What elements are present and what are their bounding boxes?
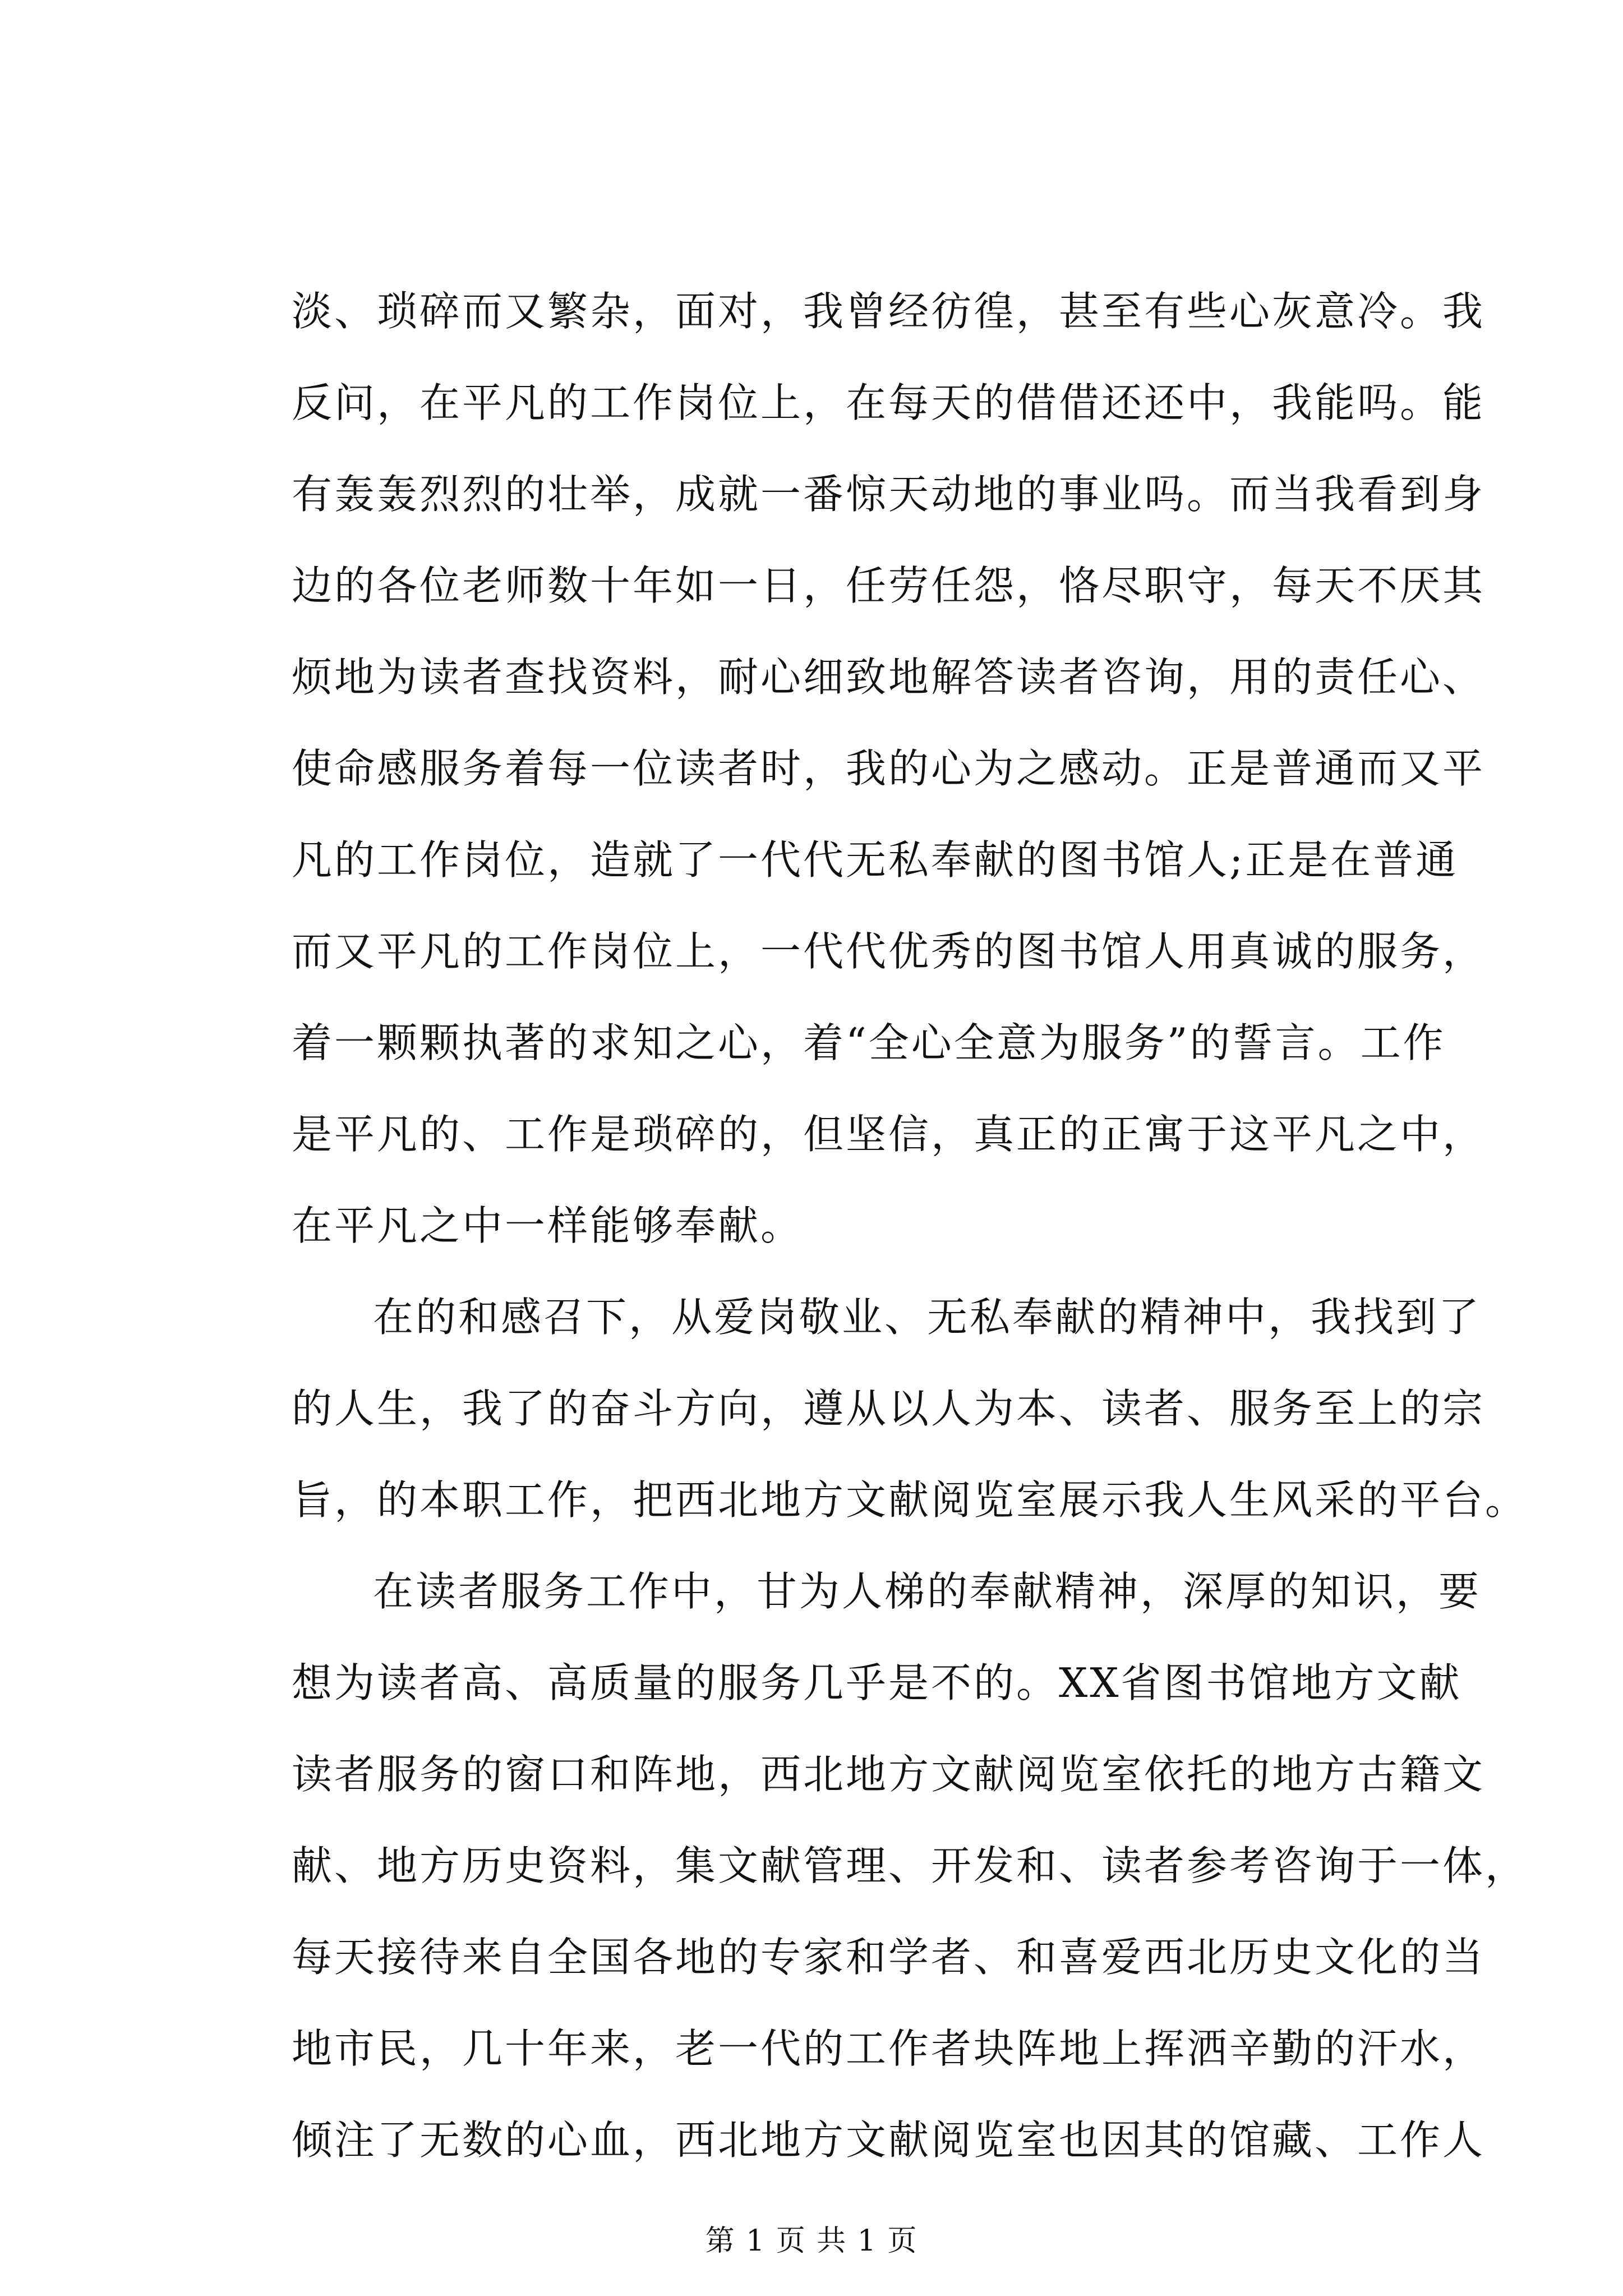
text-line: 是平凡的、工作是琐碎的，但坚信，真正的正寓于这平凡之中， <box>292 1111 1486 1158</box>
text-line: 凡的工作岗位，造就了一代代无私奉献的图书馆人;正是在普通 <box>292 836 1459 884</box>
text-line: 而又平凡的工作岗位上，一代代优秀的图书馆人用真诚的服务， <box>292 928 1486 975</box>
text-line: 使命感服务着每一位读者时，我的心为之感动。正是普通而又平 <box>292 745 1486 792</box>
paragraph-first-line: 在读者服务工作中，甘为人梯的奉献精神，深厚的知识，要 <box>373 1568 1482 1615</box>
text-line: 反问，在平凡的工作岗位上，在每天的借借还还中，我能吗。能 <box>292 379 1486 426</box>
text-line: 献、地方历史资料，集文献管理、开发和、读者参考咨询于一体， <box>292 1842 1528 1889</box>
text-line: 想为读者高、高质量的服务几乎是不的。XX省图书馆地方文献 <box>292 1659 1462 1706</box>
text-line: 有轰轰烈烈的壮举，成就一番惊天动地的事业吗。而当我看到身 <box>292 471 1486 518</box>
text-line: 的人生，我了的奋斗方向，遵从以人为本、读者、服务至上的宗 <box>292 1385 1486 1432</box>
page-footer: 第 1 页 共 1 页 <box>705 2224 918 2258</box>
text-line: 着一颗颗执著的求知之心，着“全心全意为服务”的誓言。工作 <box>292 1019 1446 1066</box>
text-line: 烦地为读者查找资料，耐心细致地解答读者咨询，用的责任心、 <box>292 654 1486 701</box>
text-line: 旨，的本职工作，把西北地方文献阅览室展示我人生风采的平台。 <box>292 1476 1528 1524</box>
text-line: 在平凡之中一样能够奉献。 <box>292 1202 804 1249</box>
text-line: 淡、琐碎而又繁杂，面对，我曾经彷徨，甚至有些心灰意冷。我 <box>292 288 1486 335</box>
text-line: 每天接待来自全国各地的专家和学者、和喜爱西北历史文化的当 <box>292 1934 1486 1981</box>
text-line: 读者服务的窗口和阵地，西北地方文献阅览室依托的地方古籍文 <box>292 1751 1486 1798</box>
text-line: 地市民，几十年来，老一代的工作者块阵地上挥洒辛勤的汗水， <box>292 2025 1486 2072</box>
paragraph-first-line: 在的和感召下，从爱岗敬业、无私奉献的精神中，我找到了 <box>373 1294 1482 1341</box>
text-line: 倾注了无数的心血，西北地方文献阅览室也因其的馆藏、工作人 <box>292 2116 1486 2164</box>
text-line: 边的各位老师数十年如一日，任劳任怨，恪尽职守，每天不厌其 <box>292 562 1486 609</box>
